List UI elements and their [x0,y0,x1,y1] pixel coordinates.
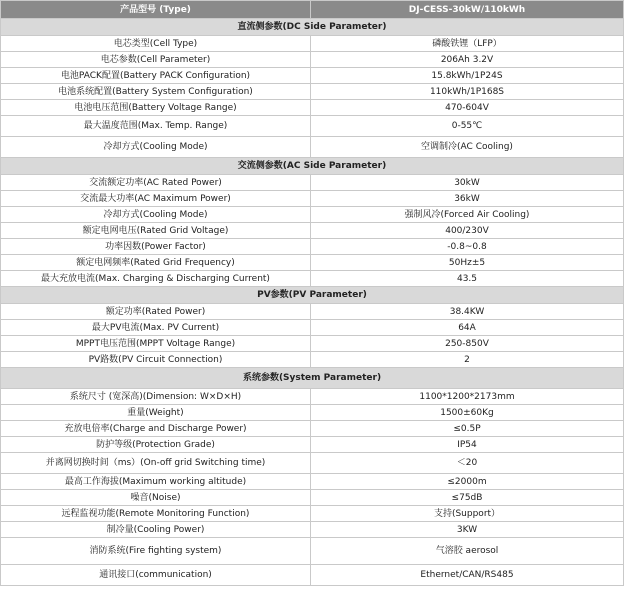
param-label: MPPT电压范围(MPPT Voltage Range) [1,336,311,352]
param-value: 250-850V [311,336,624,352]
param-label: 最大充放电流(Max. Charging & Discharging Current) [1,271,311,287]
table-row [1,304,624,320]
table-row [1,175,624,191]
param-label: 最大温度范围(Max. Temp. Range) [1,116,311,137]
param-label: 交流额定功率(AC Rated Power) [1,175,311,191]
param-value: ≤2000m [311,474,624,490]
param-label: 电芯类型(Cell Type) [1,36,311,52]
param-label: 最高工作海拔(Maximum working altitude) [1,474,311,490]
param-value: ≤0.5P [311,421,624,437]
param-value: 2 [311,352,624,368]
param-value: 470-604V [311,100,624,116]
table-row [1,84,624,100]
table-row [1,506,624,522]
param-label: 充放电倍率(Charge and Discharge Power) [1,421,311,437]
param-value: 38.4KW [311,304,624,320]
param-value: 强制风冷(Forced Air Cooling) [311,207,624,223]
table-row [1,100,624,116]
table-row [1,405,624,421]
param-label: 电池电压范围(Battery Voltage Range) [1,100,311,116]
table-row [1,191,624,207]
model-header-value: DJ-CESS-30kW/110kWh [311,1,624,19]
section-title: 直流侧参数(DC Side Parameter) [1,19,624,36]
param-label: 制冷量(Cooling Power) [1,522,311,538]
table-row [1,223,624,239]
param-value: 空调制冷(AC Cooling) [311,137,624,158]
table-row [1,36,624,52]
param-label: 并离网切换时间（ms）(On-off grid Switching time) [1,453,311,474]
param-value: 110kWh/1P168S [311,84,624,100]
table-row [1,239,624,255]
param-label: 额定功率(Rated Power) [1,304,311,320]
param-label: PV路数(PV Circuit Connection) [1,352,311,368]
param-label: 电池PACK配置(Battery PACK Configuration) [1,68,311,84]
param-label: 最大PV电流(Max. PV Current) [1,320,311,336]
param-label: 冷却方式(Cooling Mode) [1,137,311,158]
table-row [1,565,624,586]
table-row [1,522,624,538]
param-label: 远程监视功能(Remote Monitoring Function) [1,506,311,522]
param-label: 通讯接口(communication) [1,565,311,586]
param-label: 功率因数(Power Factor) [1,239,311,255]
section-header-system [1,368,624,389]
table-row [1,421,624,437]
param-value: 支持(Support） [311,506,624,522]
param-value: 50Hz±5 [311,255,624,271]
table-row [1,336,624,352]
table-row [1,538,624,565]
section-title: 系统参数(System Parameter) [1,368,624,389]
param-value: 30kW [311,175,624,191]
param-value: Ethernet/CAN/RS485 [311,565,624,586]
table-row [1,271,624,287]
section-title: 交流侧参数(AC Side Parameter) [1,158,624,175]
param-value: IP54 [311,437,624,453]
param-label: 电池系统配置(Battery System Configuration) [1,84,311,100]
table-header-row [1,1,624,19]
section-header-dc [1,19,624,36]
table-row [1,207,624,223]
param-value: -0.8~0.8 [311,239,624,255]
param-value: 15.8kWh/1P24S [311,68,624,84]
param-label: 噪音(Noise) [1,490,311,506]
table-row [1,137,624,158]
table-row [1,437,624,453]
param-label: 消防系统(Fire fighting system) [1,538,311,565]
param-value: 0-55℃ [311,116,624,137]
param-value: ＜20 [311,453,624,474]
type-header-label: 产品型号 (Type) [1,1,311,19]
param-label: 交流最大功率(AC Maximum Power) [1,191,311,207]
param-value: 64A [311,320,624,336]
table-row [1,52,624,68]
param-value: 磷酸铁锂（LFP） [311,36,624,52]
param-label: 电芯参数(Cell Parameter) [1,52,311,68]
param-label: 额定电网电压(Rated Grid Voltage) [1,223,311,239]
table-row [1,320,624,336]
param-value: 36kW [311,191,624,207]
section-header-pv [1,287,624,304]
param-label: 系统尺寸 (宽深高)(Dimension: W×D×H) [1,389,311,405]
table-row [1,116,624,137]
param-label: 重量(Weight) [1,405,311,421]
table-row [1,389,624,405]
param-label: 冷却方式(Cooling Mode) [1,207,311,223]
table-row [1,68,624,84]
param-value: 206Ah 3.2V [311,52,624,68]
param-value: 气溶胶 aerosol [311,538,624,565]
param-value: 1500±60Kg [311,405,624,421]
param-value: ≤75dB [311,490,624,506]
param-value: 1100*1200*2173mm [311,389,624,405]
table-row [1,255,624,271]
param-value: 400/230V [311,223,624,239]
section-header-ac [1,158,624,175]
param-value: 3KW [311,522,624,538]
param-value: 43.5 [311,271,624,287]
param-label: 额定电网频率(Rated Grid Frequency) [1,255,311,271]
table-row [1,474,624,490]
section-title: PV参数(PV Parameter) [1,287,624,304]
table-row [1,490,624,506]
table-row [1,352,624,368]
table-row [1,453,624,474]
param-label: 防护等级(Protection Grade) [1,437,311,453]
